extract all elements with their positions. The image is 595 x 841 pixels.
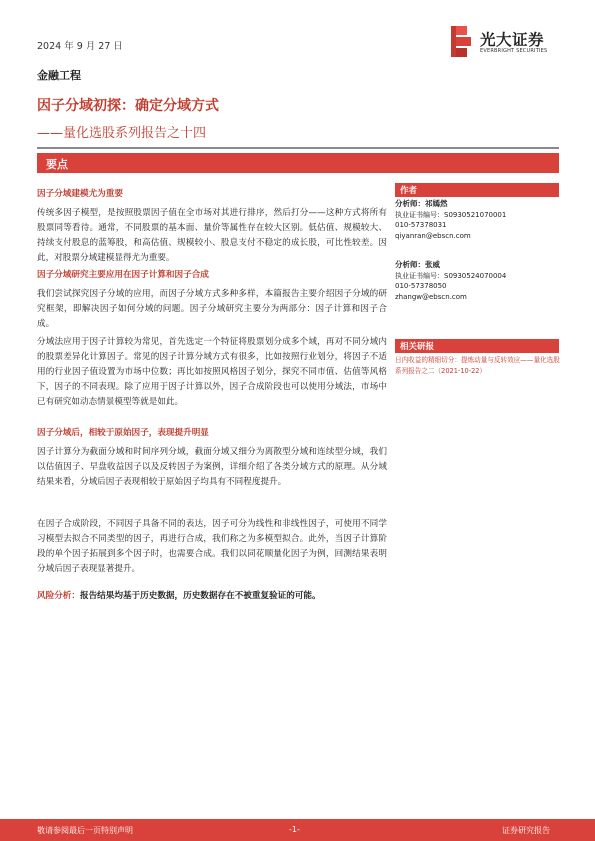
analyst-phone: 010-57378050 xyxy=(395,282,447,290)
analyst-email[interactable]: qiyanran@ebscn.com xyxy=(395,231,471,240)
page-footer xyxy=(0,819,595,841)
header-divider xyxy=(37,147,559,149)
related-research-label: 相关研报 xyxy=(400,342,435,352)
brand-logo xyxy=(451,26,561,62)
logo-english-name: EVERBRIGHT SECURITIES xyxy=(480,48,548,54)
section-body xyxy=(37,335,387,410)
analyst-card xyxy=(395,260,506,302)
risk-statement xyxy=(37,589,321,601)
risk-label: 风险分析： xyxy=(37,591,80,601)
paragraph: 传统多因子模型，是按照股票因子值在全市场对其进行排序，然后打分——这种方式将所有股票同等看待。通常，不同股票的基本面、量价等属性存在较大区别。低估值、规模较大、持续支付股息的蓝筹股，和高估值、规模较小、股息支付不稳定的成长股，可比性较差。因此，对股票分域建模显得尤为重要。 xyxy=(37,208,387,263)
key-points-bar xyxy=(37,153,559,173)
report-title: 因子分域初探：确定分域方式 xyxy=(37,98,219,114)
analyst-card xyxy=(395,199,506,241)
authors-label: 作者 xyxy=(400,186,418,196)
analyst-name: 分析师：张威 xyxy=(395,260,440,269)
section-heading: 因子分域建模尤为重要 xyxy=(37,189,123,199)
report-category: 金融工程 xyxy=(37,69,81,82)
page-number: -1- xyxy=(289,825,300,834)
authors-header xyxy=(395,183,559,197)
footer-report-type: 证券研究报告 xyxy=(502,826,550,835)
section-heading: 因子分域后，相较于原始因子，表现提升明显 xyxy=(37,428,209,438)
analyst-cert: 执业证书编号：S0930521070001 xyxy=(395,210,507,219)
paragraph: 我们尝试探究因子分域的应用，而因子分域方式多种多样，本篇报告主要介绍因子分域的研究框架，即解决因子如何分域的问题。因子分域研究主要分为两部分：因子计算和因子合成。 xyxy=(37,289,387,329)
paragraph: 分域法应用于因子计算较为常见，首先选定一个特征将股票划分成多个域，再对不同分域内的股票差异化计算因子。常见的因子计算分域方式有很多，比如按照行业划分，将因子不适用的行业因子值设置为市场中位数；再比如按照风格因子划分，探究不同市值、估值等风格下，因子的不同表现。除了应用于因子计算以外，因子合成阶段也可以使用分域法，市场中已有研究如动态情景模型等就是如此。 xyxy=(37,337,387,407)
analyst-cert: 执业证书编号：S0930524070004 xyxy=(395,271,507,280)
paragraph: 在因子合成阶段，不同因子具备不同的表达，因子可分为线性和非线性因子，可使用不同学习模型去拟合不同类型的因子，再进行合成，我们称之为多模型拟合。此外，当因子计算阶段的单个因子拓展到多个因子时，也需要合成。我们以同花顺量化因子为例，回测结果表明分域后因子表现显著提升。 xyxy=(37,519,387,574)
logo-name: 光大证券 xyxy=(480,31,545,49)
paragraph: 因子计算分为截面分域和时间序列分域，截面分域又细分为离散型分域和连续型分域，我们以估值因子、早盘收益因子以及反转因子为案例，详细介绍了各类分域方式的原理。从分域结果来看，分域后因子表现相较于原始因子均具有不同程度提升。 xyxy=(37,447,387,487)
section-body xyxy=(37,287,387,332)
key-points-label: 要点 xyxy=(46,158,68,171)
section-body xyxy=(37,517,387,577)
section-body xyxy=(37,206,387,266)
logo-mark-icon xyxy=(451,26,473,60)
footer-disclaimer: 敬请参阅最后一页特别声明 xyxy=(37,826,133,835)
analyst-email[interactable]: zhangw@ebscn.com xyxy=(395,292,467,301)
analyst-phone: 010-57378031 xyxy=(395,221,447,229)
risk-text: 报告结果均基于历史数据，历史数据存在不被重复验证的可能。 xyxy=(79,591,321,601)
report-date: 2024 年 9 月 27 日 xyxy=(37,41,123,52)
analyst-name: 分析师：祁嫣然 xyxy=(395,199,448,208)
report-subtitle: ——量化选股系列报告之十四 xyxy=(37,126,207,141)
related-research-header xyxy=(395,339,559,353)
section-body xyxy=(37,445,387,490)
section-heading: 因子分域研究主要应用在因子计算和因子合成 xyxy=(37,270,209,280)
related-report-link[interactable]: 日内收益的精细切分：提炼动量与反转效应——量化选股系列报告之二（2021-10-22） xyxy=(395,356,560,375)
